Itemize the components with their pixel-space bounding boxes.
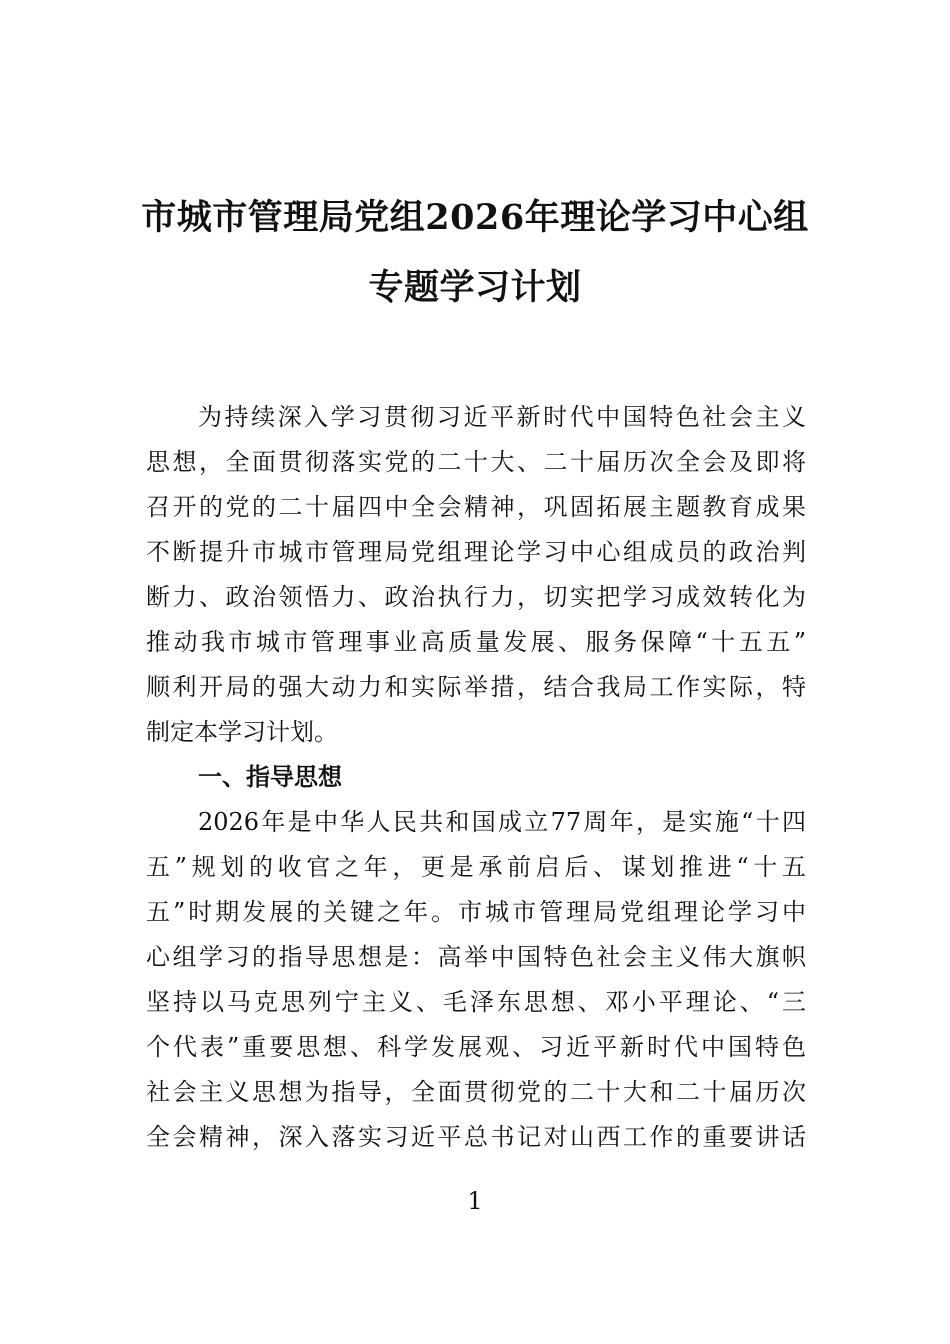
document-title-line-1: 市城市管理局党组2026年理论学习中心组 xyxy=(141,197,809,238)
paragraph-line: 社会主义思想为指导，全面贯彻党的二十大和二十届历次 xyxy=(146,1078,806,1106)
paragraph-line: 2026年是中华人民共和国成立77周年，是实施“十四 xyxy=(198,808,806,836)
page-number: 1 xyxy=(467,1187,483,1215)
paragraph-line: 思想，全面贯彻落实党的二十大、二十届历次全会及即将 xyxy=(146,448,806,476)
document-title-line-2: 专题学习计划 xyxy=(368,267,582,308)
paragraph-line: 坚持以马克思列宁主义、毛泽东思想、邓小平理论、“三 xyxy=(146,988,806,1016)
paragraph-line: 为持续深入学习贯彻习近平新时代中国特色社会主义 xyxy=(198,403,806,431)
paragraph-line: 五”时期发展的关键之年。市城市管理局党组理论学习中 xyxy=(146,898,806,926)
paragraph-line: 五”规划的收官之年，更是承前启后、谋划推进“十五 xyxy=(146,853,806,881)
paragraph-line: 推动我市城市管理事业高质量发展、服务保障“十五五” xyxy=(146,628,806,656)
paragraph-line: 全会精神，深入落实习近平总书记对山西工作的重要讲话 xyxy=(146,1123,806,1151)
paragraph-line: 不断提升市城市管理局党组理论学习中心组成员的政治判 xyxy=(146,538,806,566)
section-heading: 一、指导思想 xyxy=(198,763,342,791)
paragraph-line: 个代表”重要思想、科学发展观、习近平新时代中国特色 xyxy=(146,1033,806,1061)
paragraph-line: 心组学习的指导思想是：高举中国特色社会主义伟大旗帜 xyxy=(146,943,806,971)
paragraph-line: 断力、政治领悟力、政治执行力，切实把学习成效转化为 xyxy=(146,583,806,611)
paragraph-line: 召开的党的二十届四中全会精神，巩固拓展主题教育成果 xyxy=(146,493,806,521)
paragraph-line: 制定本学习计划。 xyxy=(146,718,338,746)
paragraph-line: 顺利开局的强大动力和实际举措，结合我局工作实际，特 xyxy=(146,673,806,701)
